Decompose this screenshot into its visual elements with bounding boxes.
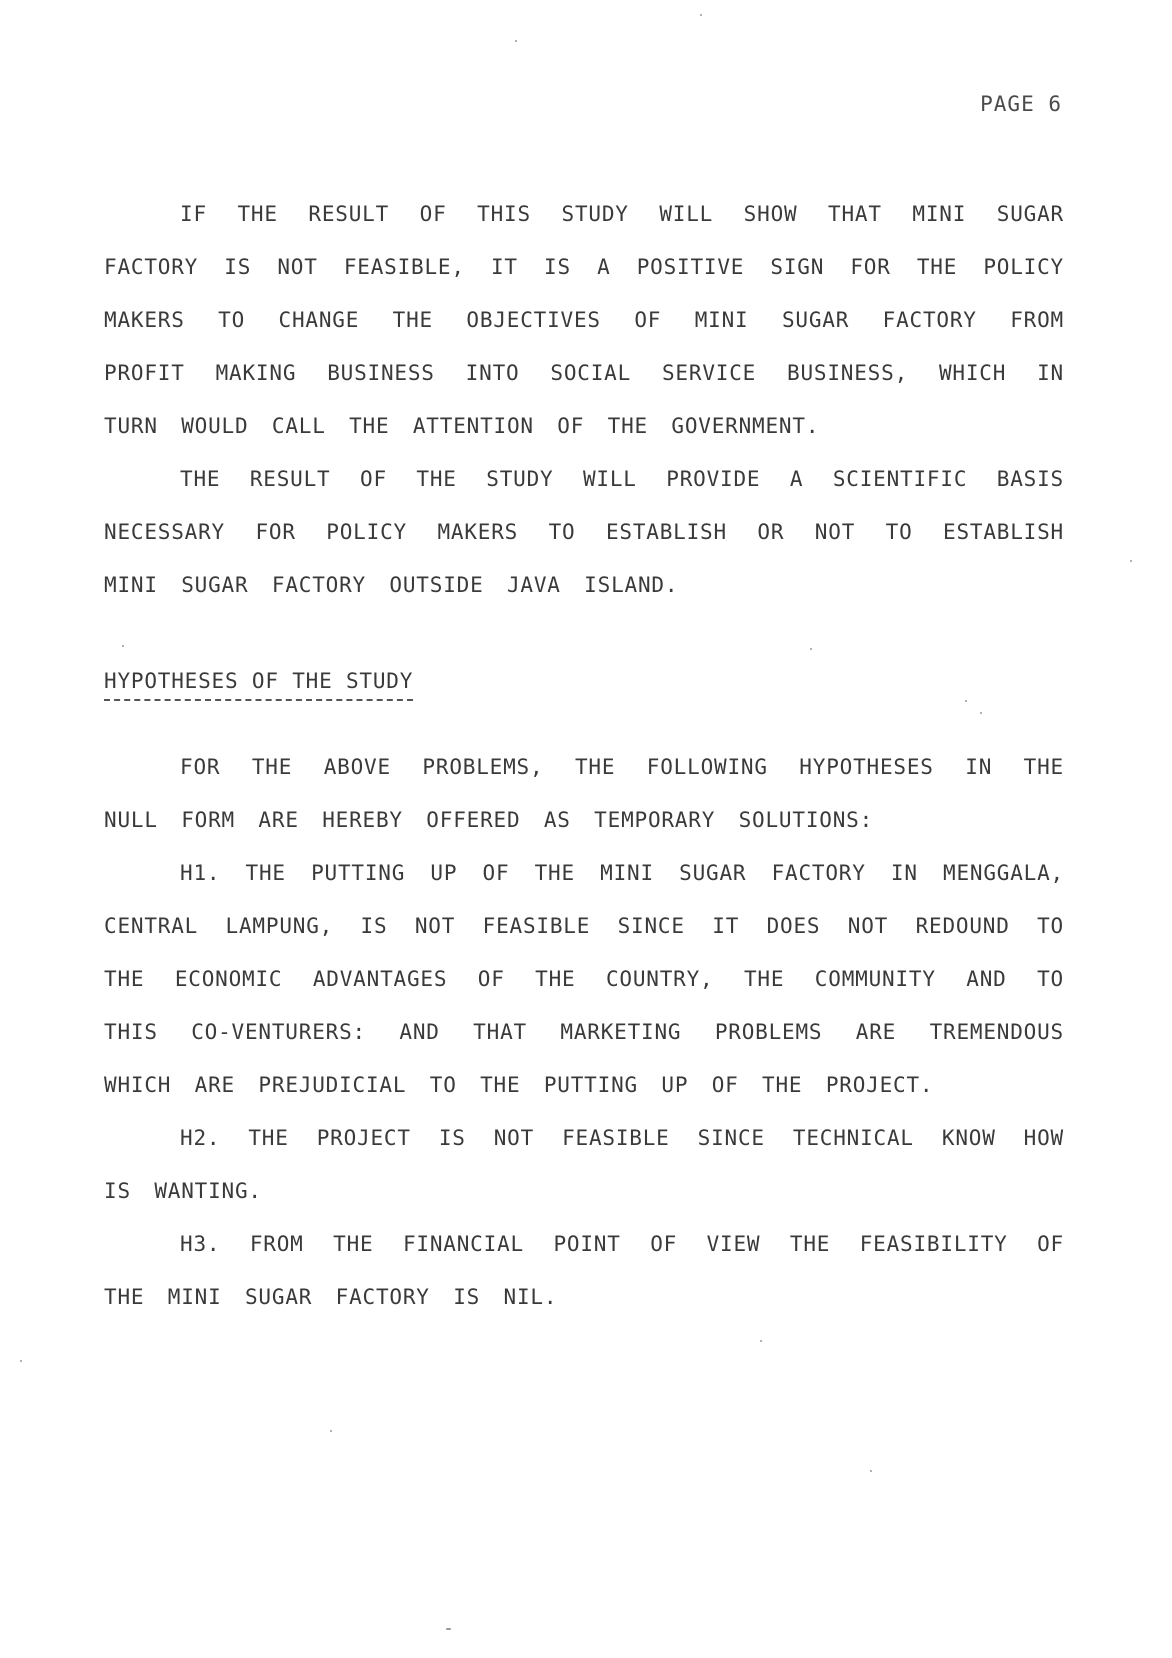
scan-speck [515, 40, 517, 42]
scan-speck [330, 1430, 332, 1432]
scan-speck [446, 1628, 451, 1630]
hypothesis-h2: H2. THE PROJECT IS NOT FEASIBLE SINCE TECHNICAL KNOW HOW IS WANTING. [104, 1126, 1064, 1203]
scan-speck [700, 14, 702, 16]
hypotheses-section [104, 741, 1064, 1324]
page-number: PAGE 6 [980, 92, 1062, 116]
hypothesis-h3: H3. FROM THE FINANCIAL POINT OF VIEW THE FEASIBILITY OF THE MINI SUGAR FACTORY IS NIL. [104, 1232, 1064, 1309]
scan-speck [810, 648, 812, 650]
paragraph-scientific-basis: THE RESULT OF THE STUDY WILL PROVIDE A SCIENTIFIC BASIS NECESSARY FOR POLICY MAKERS TO ESTABLISH OR NOT TO ESTABLISH MINI SUGAR FACTORY OUTSIDE JAVA ISLAND. [104, 467, 1064, 597]
scan-speck [980, 712, 982, 714]
scan-speck [965, 700, 967, 702]
scan-speck [760, 1340, 762, 1342]
scan-speck [122, 645, 124, 647]
section-heading-hypotheses: HYPOTHESES OF THE STUDY [104, 665, 413, 701]
scan-speck [20, 1360, 22, 1362]
paragraph-study-result: IF THE RESULT OF THIS STUDY WILL SHOW THAT MINI SUGAR FACTORY IS NOT FEASIBLE, IT IS A POSITIVE SIGN FOR THE POLICY MAKERS TO CHANGE THE OBJECTIVES OF MINI SUGAR FACTORY FROM PROFIT MAKING BUSINESS INTO SOCIAL SERVICE BUSINESS, WHICH IN TURN WOULD CALL THE ATTENTION OF THE GOVERNMENT. [104, 202, 1064, 438]
scan-speck [1130, 560, 1132, 562]
hypotheses-intro: FOR THE ABOVE PROBLEMS, THE FOLLOWING HYPOTHESES IN THE NULL FORM ARE HEREBY OFFERED AS TEMPORARY SOLUTIONS: [104, 755, 1064, 832]
hypothesis-h1: H1. THE PUTTING UP OF THE MINI SUGAR FACTORY IN MENGGALA, CENTRAL LAMPUNG, IS NOT FEASIBLE SINCE IT DOES NOT REDOUND TO THE ECONOMIC ADVANTAGES OF THE COUNTRY, THE COMMUNITY AND TO THIS CO-VENTURERS: AND THAT MARKETING PROBLEMS ARE TREMENDOUS WHICH ARE PREJUDICIAL TO THE PUTTING UP OF THE PROJECT. [104, 861, 1064, 1097]
document-body [104, 188, 1064, 1324]
scan-speck [870, 1470, 872, 1472]
